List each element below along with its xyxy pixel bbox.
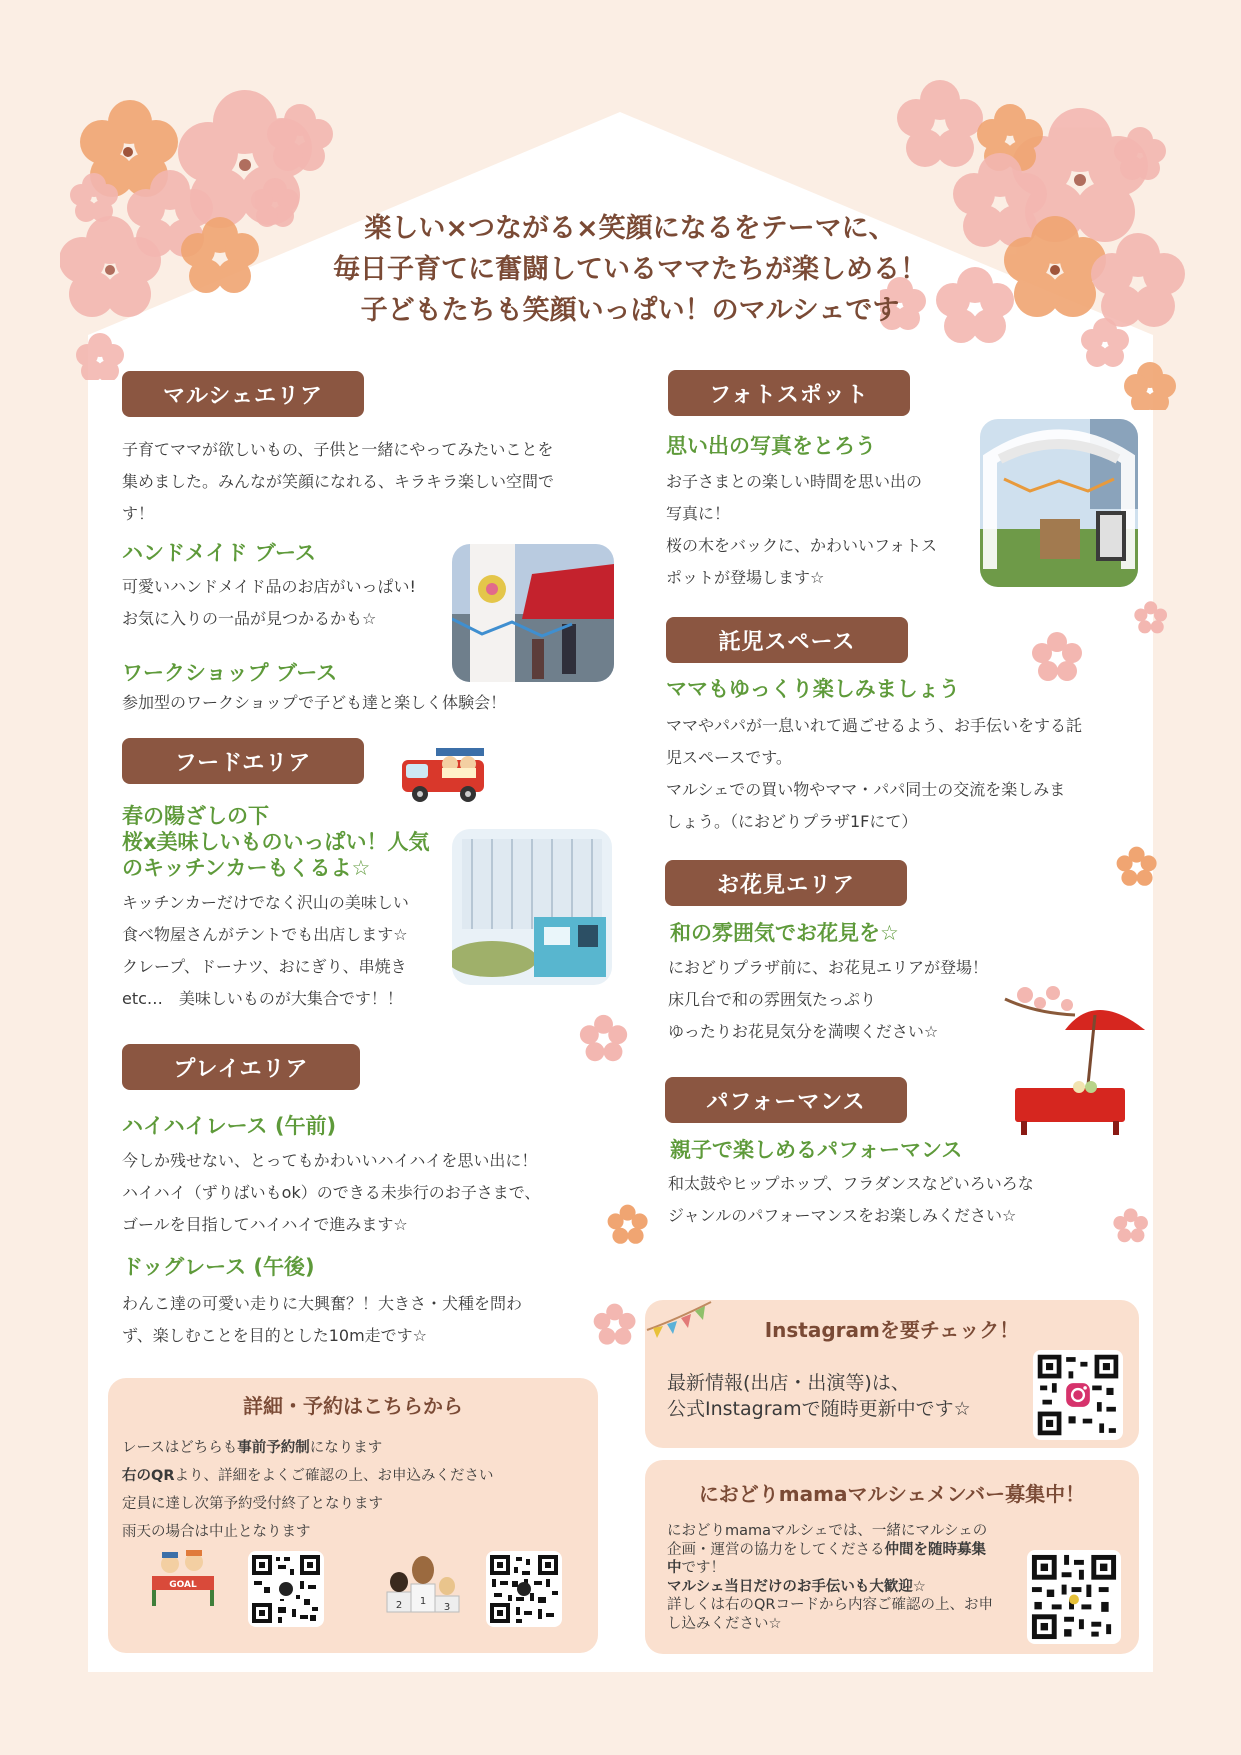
food-area-subtitle: 春の陽ざしの下 桜x美味しいものいっぱい！人気 のキッチンカーもくるよ☆	[122, 804, 430, 880]
workshop-booth-title: ワークショップ ブース	[122, 661, 338, 685]
workshop-booth-desc: 参加型のワークショップで子ども達と楽しく体験会！	[122, 693, 507, 712]
photo-spot-desc: お子さまとの楽しい時間を思い出の 写真に！ 桜の木をバックに、かわいいフォトス ポットが登場します☆	[666, 472, 938, 587]
childcare-space-subtitle: ママもゆっくり楽しみましょう	[666, 677, 960, 701]
podium-2nd: 2	[395, 1600, 403, 1611]
intro-line-2: 毎日子育てに奮闘しているママたちが楽しめる！	[333, 254, 927, 285]
play-area-header: プレイエリア	[122, 1044, 360, 1090]
podium-3rd: 3	[443, 1602, 451, 1613]
hanami-area-subtitle: 和の雰囲気でお花見を☆	[670, 921, 899, 945]
marche-area-header: マルシェエリア	[122, 371, 364, 417]
recruit-title: におどりmamaマルシェメンバー募集中！	[698, 1482, 1086, 1506]
dog-podium-icon	[383, 1548, 463, 1616]
photo-spot-photo	[980, 419, 1138, 587]
umbrella-bench-icon	[995, 985, 1145, 1140]
dog-race-desc: わんこ達の可愛い走りに大興奮？！大きさ・犬種を問わ ず、楽しむことを目的とした10m走です☆	[122, 1294, 523, 1345]
handmade-booth-title: ハンドメイド ブース	[122, 541, 317, 565]
podium-1st: 1	[419, 1596, 427, 1607]
recruit-text: におどりmamaマルシェでは、一緒にマルシェの 企画・運営の協力をしてくださる仲間を随時募集 中です！ マルシェ当日だけのお手伝いも大歓迎☆ 詳しくは右のQRコードから内容ご確認の上、お申 し込みください☆	[667, 1523, 993, 1632]
recruit-box	[645, 1460, 1139, 1654]
small-blossom-icon	[1030, 630, 1085, 685]
haihai-race-title: ハイハイレース (午前)	[122, 1114, 337, 1138]
recruit-qr-code[interactable]	[1027, 1550, 1121, 1644]
performance-header: パフォーマンス	[665, 1077, 907, 1123]
photo-spot-subtitle: 思い出の写真をとろう	[666, 434, 876, 458]
small-blossom-icon	[1133, 600, 1169, 636]
small-blossom-icon	[1115, 845, 1159, 889]
small-blossom-icon	[578, 1013, 630, 1065]
instagram-box	[645, 1300, 1139, 1448]
small-blossom-icon	[1112, 1207, 1150, 1245]
dog-race-qr-code[interactable]	[486, 1551, 562, 1627]
booking-info-title: 詳細・予約はこちらから	[243, 1394, 463, 1418]
kitchen-car-photo	[452, 829, 612, 985]
intro-line-1: 楽しい×つながる×笑顔になるをテーマに、	[364, 213, 896, 244]
small-blossom-icon	[606, 1203, 650, 1247]
instagram-qr-code[interactable]	[1033, 1350, 1123, 1440]
performance-desc: 和太鼓やヒップホップ、フラダンスなどいろいろな ジャンルのパフォーマンスをお楽しみください☆	[668, 1174, 1034, 1225]
food-area-desc: キッチンカーだけでなく沢山の美味しい 食べ物屋さんがテントでも出店します☆ クレープ、ドーナツ、おにぎり、串焼き etc… 美味しいものが大集合です！！	[122, 893, 409, 1008]
instagram-text: 最新情報(出店・出演等)は、 公式Instagramで随時更新中です☆	[667, 1372, 971, 1420]
photo-spot-header: フォトスポット	[668, 370, 910, 416]
small-blossom-icon	[592, 1302, 638, 1348]
performance-subtitle: 親子で楽しめるパフォーマンス	[670, 1138, 963, 1162]
food-area-header: フードエリア	[122, 738, 364, 784]
intro-text	[290, 208, 970, 331]
kitchen-car-icon	[398, 740, 488, 806]
handmade-booth-desc: 可愛いハンドメイド品のお店がいっぱい! お気に入りの一品が見つかるかも☆	[122, 577, 416, 628]
goal-label: GOAL	[169, 1580, 197, 1590]
race-details-qr-code[interactable]	[248, 1551, 324, 1627]
childcare-space-desc: ママやパパが一息いれて過ごせるよう、お手伝いをする託 児スペースです。 マルシェでの買い物やママ・パパ同士の交流を楽しみま しょう。（におどりプラザ1Fにて）	[666, 716, 1083, 831]
booking-info-box	[108, 1378, 598, 1653]
marche-area-desc: 子育てママが欲しいもの、子供と一緒にやってみたいことを 集めました。みんなが笑顔になれる、キラキラ楽しい空間で す！	[122, 440, 555, 523]
childcare-space-header: 託児スペース	[666, 617, 908, 663]
dog-race-title: ドッグレース (午後)	[122, 1255, 315, 1279]
handmade-booth-photo	[452, 544, 614, 682]
haihai-race-desc: 今しか残せない、とってもかわいいハイハイを思い出に！ ハイハイ（ずりばいもok）のできる未歩行のお子さまで、 ゴールを目指してハイハイで進みます☆	[122, 1151, 541, 1234]
hanami-area-desc: におどりプラザ前に、お花見エリアが登場！ 床几台で和の雰囲気たっぷり ゆったりお花見気分を満喫ください☆	[668, 958, 989, 1041]
booking-info-text: レースはどちらも事前予約制になります 右のQRより、詳細をよくご確認の上、お申込みください 定員に達し次第予約受付終了となります 雨天の場合は中止となります	[122, 1440, 494, 1540]
instagram-title: Instagramを要チェック！	[764, 1318, 1020, 1342]
hanami-area-header: お花見エリア	[665, 860, 907, 906]
intro-line-3: 子どもたちも笑顔いっぱい！のマルシェです	[360, 295, 900, 326]
goal-kids-icon	[148, 1546, 218, 1610]
